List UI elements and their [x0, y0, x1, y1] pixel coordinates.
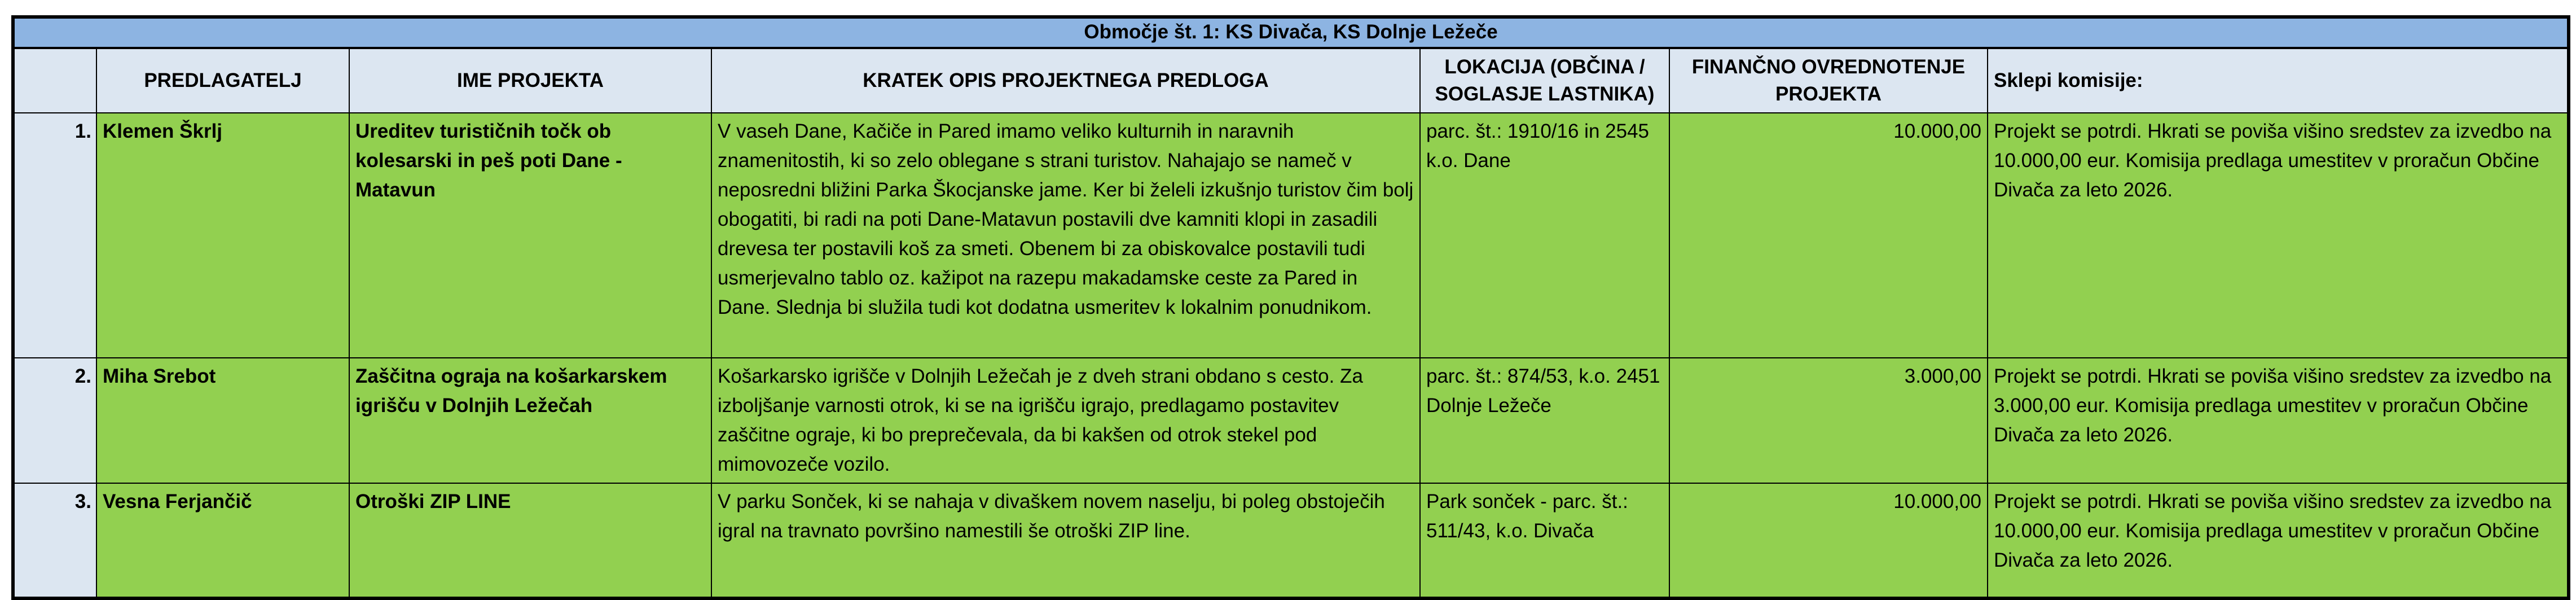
financno-cell[interactable]: 10.000,00	[1669, 483, 1988, 598]
financno-cell[interactable]: 10.000,00	[1669, 113, 1988, 358]
lokacija-cell[interactable]: parc. št.: 1910/16 in 2545 k.o. Dane	[1420, 113, 1669, 358]
header-row	[13, 48, 2569, 113]
header-ime-projekta[interactable]: IME PROJEKTA	[349, 48, 711, 113]
predlagatelj-cell[interactable]: Vesna Ferjančič	[96, 483, 349, 598]
ime-projekta-cell[interactable]: Otroški ZIP LINE	[349, 483, 711, 598]
lokacija-cell[interactable]: parc. št.: 874/53, k.o. 2451 Dolnje Ležeče	[1420, 358, 1669, 483]
sheet-title[interactable]: Območje št. 1: KS Divača, KS Dolnje Ležeče	[13, 17, 2569, 48]
header-sklepi[interactable]: Sklepi komisije:	[1988, 48, 2569, 113]
ime-projekta-cell[interactable]: Zaščitna ograja na košarkarskem igrišču v Dolnjih Ležečah	[349, 358, 711, 483]
sklepi-cell[interactable]: Projekt se potrdi. Hkrati se poviša višino sredstev za izvedbo na 10.000,00 eur. Komisija predlaga umestitev v proračun Občine Divača za leto 2026.	[1988, 113, 2569, 358]
ime-projekta-cell[interactable]: Ureditev turističnih točk ob kolesarski in peš poti Dane - Matavun	[349, 113, 711, 358]
sklepi-cell[interactable]: Projekt se potrdi. Hkrati se poviša višino sredstev za izvedbo na 3.000,00 eur. Komisija predlaga umestitev v proračun Občine Divača za leto 2026.	[1988, 358, 2569, 483]
opis-cell[interactable]: Košarkarsko igrišče v Dolnjih Ležečah je z dveh strani obdano s cesto. Za izboljšanje varnosti otrok, ki se na igrišču igrajo, predlagamo postavitev zaščitne ograje, ki bo preprečevala, da bi kakšen od otrok stekel pod mimovozeče vozilo.	[711, 358, 1420, 483]
opis-cell[interactable]: V parku Sonček, ki se nahaja v divaškem novem naselju, bi poleg obstoječih igral na travnato površino namestili še otroški ZIP line.	[711, 483, 1420, 598]
header-nr[interactable]	[13, 48, 96, 113]
header-lokacija[interactable]: LOKACIJA (OBČINA / SOGLASJE LASTNIKA)	[1420, 48, 1669, 113]
financno-cell[interactable]: 3.000,00	[1669, 358, 1988, 483]
opis-cell[interactable]: V vaseh Dane, Kačiče in Pared imamo veliko kulturnih in naravnih znamenitostih, ki so zelo oblegane s strani turistov. Nahajajo se nameč v neposredni bližini Parka Škocjanske jame. Ker bi želeli izkušnjo turistov čim bolj obogatiti, bi radi na poti Dane-Matavun postavili dve kamniti klopi in zasadili drevesa ter postavili koš za smeti. Obenem bi za obiskovalce postavili tudi usmerjevalno tablo oz. kažipot na razepu makadamske ceste za Pared in Dane. Slednja bi služila tudi kot dodatna usmeritev k lokalnim ponudnikom.	[711, 113, 1420, 358]
table-row	[13, 113, 2569, 358]
title-row	[13, 17, 2569, 48]
header-financno[interactable]: FINANČNO OVREDNOTENJE PROJEKTA	[1669, 48, 1988, 113]
header-opis[interactable]: KRATEK OPIS PROJEKTNEGA PREDLOGA	[711, 48, 1420, 113]
row-number[interactable]: 3.	[13, 483, 96, 598]
table-row	[13, 358, 2569, 483]
lokacija-cell[interactable]: Park sonček - parc. št.: 511/43, k.o. Divača	[1420, 483, 1669, 598]
predlagatelj-cell[interactable]: Klemen Škrlj	[96, 113, 349, 358]
header-predlagatelj[interactable]: PREDLAGATELJ	[96, 48, 349, 113]
projects-table	[11, 15, 2570, 600]
row-number[interactable]: 1.	[13, 113, 96, 358]
predlagatelj-cell[interactable]: Miha Srebot	[96, 358, 349, 483]
row-number[interactable]: 2.	[13, 358, 96, 483]
table-row	[13, 483, 2569, 598]
sklepi-cell[interactable]: Projekt se potrdi. Hkrati se poviša višino sredstev za izvedbo na 10.000,00 eur. Komisija predlaga umestitev v proračun Občine Divača za leto 2026.	[1988, 483, 2569, 598]
spreadsheet-sheet	[11, 15, 2567, 600]
